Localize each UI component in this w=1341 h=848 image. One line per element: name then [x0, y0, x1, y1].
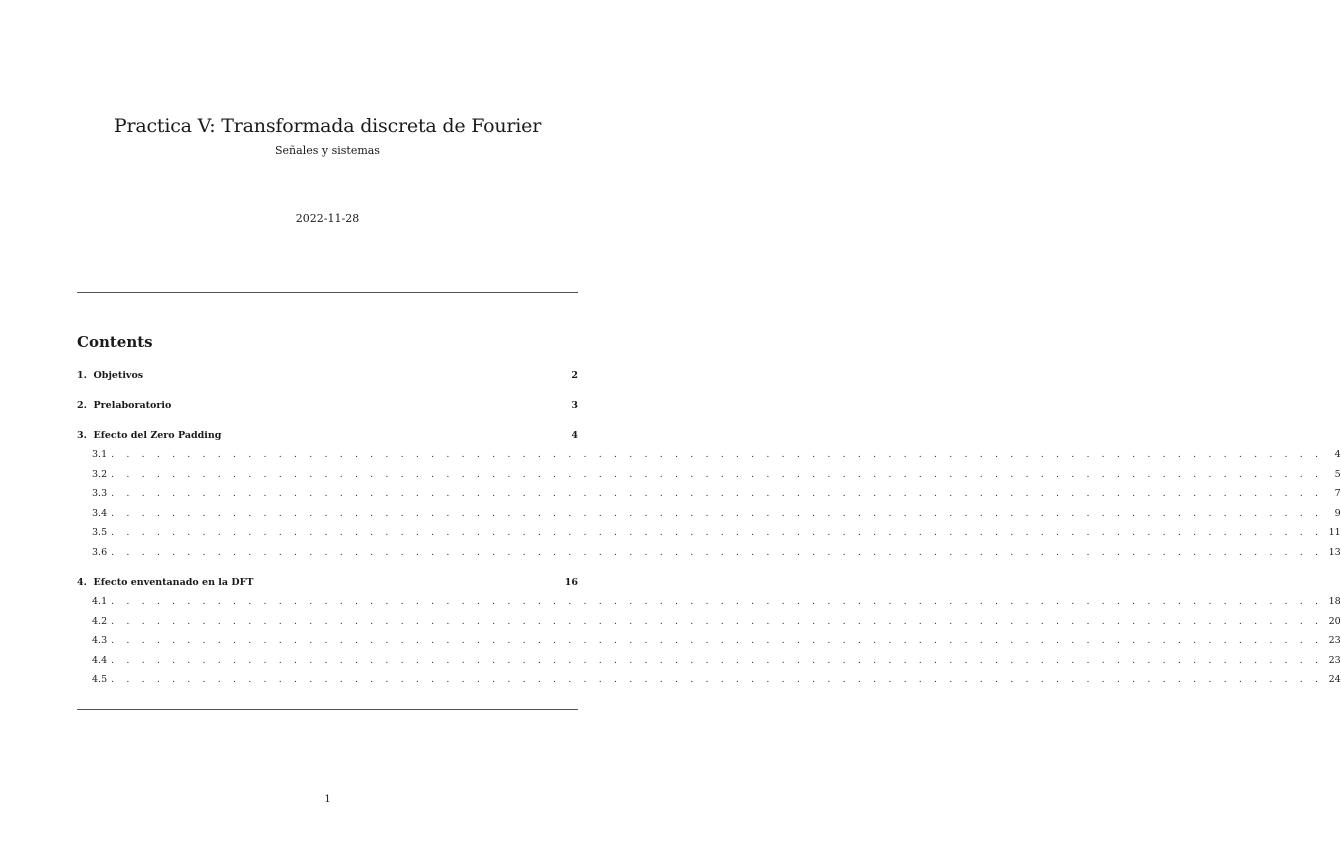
toc-subsection-page: 11 [1328, 527, 1341, 538]
toc-subsection-label: 4.1 [92, 596, 108, 607]
toc-section [77, 426, 1341, 562]
toc-leader-dots: . . . . . . . . . . . . . . . . . . . . . . . . . . . . . . . . . . . . . . . . . . . . . . . . . . . . . . . . . . . . . . . . . . . . . . . . . . . . . . . . [111, 488, 1323, 499]
table-of-contents [77, 366, 1341, 690]
toc-subsection-page: 18 [1328, 596, 1341, 607]
toc-section-page: 4 [571, 430, 578, 441]
toc-leader-dots: . . . . . . . . . . . . . . . . . . . . . . . . . . . . . . . . . . . . . . . . . . . . . . . . . . . . . . . . . . . . . . . . . . . . . . . . . . . . . . . . [111, 527, 1323, 538]
toc-subsection-entry[interactable] [77, 445, 1341, 465]
toc-subsection-entry[interactable] [77, 523, 1341, 543]
toc-section-label: 1. Objetivos [77, 370, 144, 381]
toc-subsection-page: 7 [1334, 488, 1341, 499]
toc-section-page: 2 [571, 370, 578, 381]
toc-section-entry[interactable] [77, 396, 578, 415]
toc-subsection-label: 3.6 [92, 546, 108, 558]
toc-leader-dots: . . . . . . . . . . . . . . . . . . . . . . . . . . . . . . . . . . . . . . . . . . . . . . . . . . . . . . . . . . . . . . . . . . . . . . . . . . . . . . . . [111, 654, 1323, 666]
toc-subsection-page: 4 [1334, 449, 1341, 460]
toc-heading: Contents [77, 333, 153, 351]
toc-section [77, 366, 578, 385]
toc-subsection-label: 4.3 [92, 635, 108, 646]
toc-subsection-page: 24 [1328, 674, 1341, 685]
toc-section [77, 573, 1341, 690]
toc-subsection-label: 4.2 [92, 615, 108, 627]
toc-section-page: 16 [564, 577, 578, 588]
toc-subsection-label: 4.4 [92, 654, 108, 666]
toc-subsection-entry[interactable] [77, 651, 1341, 671]
toc-subsection-label: 4.5 [92, 674, 108, 685]
toc-leader-dots: . . . . . . . . . . . . . . . . . . . . . . . . . . . . . . . . . . . . . . . . . . . . . . . . . . . . . . . . . . . . . . . . . . . . . . . . . . . . . . . . [111, 674, 1323, 685]
toc-subsection-label: 3.4 [92, 507, 108, 519]
top-rule [77, 292, 578, 293]
toc-subsection-label: 3.1 [92, 449, 108, 460]
toc-leader-dots: . . . . . . . . . . . . . . . . . . . . . . . . . . . . . . . . . . . . . . . . . . . . . . . . . . . . . . . . . . . . . . . . . . . . . . . . . . . . . . . . [111, 635, 1323, 646]
toc-leader-dots: . . . . . . . . . . . . . . . . . . . . . . . . . . . . . . . . . . . . . . . . . . . . . . . . . . . . . . . . . . . . . . . . . . . . . . . . . . . . . . . . [111, 449, 1323, 460]
toc-leader-dots: . . . . . . . . . . . . . . . . . . . . . . . . . . . . . . . . . . . . . . . . . . . . . . . . . . . . . . . . . . . . . . . . . . . . . . . . . . . . . . . . [111, 468, 1323, 480]
toc-section [77, 396, 578, 415]
toc-subsection-label: 3.5 [92, 527, 108, 538]
toc-subsection-entry[interactable] [77, 484, 1341, 504]
toc-subsection-entry[interactable] [77, 592, 1341, 612]
toc-subsection-entry[interactable] [77, 670, 1341, 690]
toc-leader-dots: . . . . . . . . . . . . . . . . . . . . . . . . . . . . . . . . . . . . . . . . . . . . . . . . . . . . . . . . . . . . . . . . . . . . . . . . . . . . . . . . [111, 507, 1323, 519]
toc-subsection-entry[interactable] [77, 465, 1341, 485]
toc-subsection-entry[interactable] [77, 543, 1341, 563]
toc-section-entry[interactable] [77, 366, 578, 385]
toc-subsection-page: 9 [1334, 507, 1341, 519]
page-number: 1 [324, 794, 331, 805]
toc-subsection-page: 5 [1334, 468, 1341, 480]
toc-section-label: 2. Prelaboratorio [77, 400, 172, 411]
toc-subsection-entry[interactable] [77, 631, 1341, 651]
toc-leader-dots: . . . . . . . . . . . . . . . . . . . . . . . . . . . . . . . . . . . . . . . . . . . . . . . . . . . . . . . . . . . . . . . . . . . . . . . . . . . . . . . . [111, 596, 1323, 607]
document-date: 2022-11-28 [295, 212, 360, 225]
toc-subsection-entry[interactable] [77, 504, 1341, 524]
toc-section-label: 3. Efecto del Zero Padding [77, 430, 222, 441]
bottom-rule [77, 709, 578, 710]
toc-subsection-page: 13 [1328, 546, 1341, 558]
toc-section-label: 4. Efecto enventanado en la DFT [77, 577, 254, 588]
toc-subsection-entry[interactable] [77, 612, 1341, 632]
toc-subsection-page: 23 [1328, 654, 1341, 666]
document-subtitle: Señales y sistemas [275, 144, 380, 157]
toc-leader-dots: . . . . . . . . . . . . . . . . . . . . . . . . . . . . . . . . . . . . . . . . . . . . . . . . . . . . . . . . . . . . . . . . . . . . . . . . . . . . . . . . [111, 546, 1323, 558]
toc-subsection-page: 20 [1328, 615, 1341, 627]
toc-subsection-label: 3.3 [92, 488, 108, 499]
toc-section-page: 3 [571, 400, 578, 411]
toc-leader-dots: . . . . . . . . . . . . . . . . . . . . . . . . . . . . . . . . . . . . . . . . . . . . . . . . . . . . . . . . . . . . . . . . . . . . . . . . . . . . . . . . [111, 615, 1323, 627]
toc-section-entry[interactable] [77, 573, 578, 592]
toc-subsection-page: 23 [1328, 635, 1341, 646]
document-title: Practica V: Transformada discreta de Fourier [113, 115, 542, 137]
toc-subsection-label: 3.2 [92, 468, 108, 480]
toc-section-entry[interactable] [77, 426, 578, 445]
